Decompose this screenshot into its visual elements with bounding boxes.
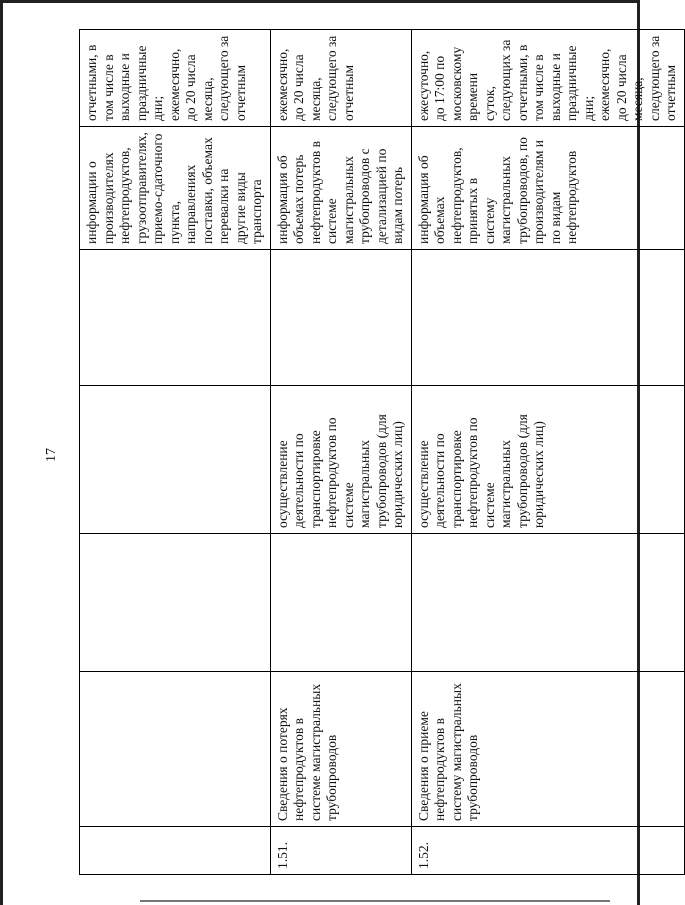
cell-info: информация об объемах потерь нефтепродуктов в системе магистральных трубопроводов с детализацией по видам потерь — [270, 127, 411, 250]
cell-blank — [411, 534, 684, 672]
table-row — [411, 30, 684, 875]
table-row — [80, 30, 271, 875]
cell-period: отчетными, в том числе в выходные и праздничные дни; ежемесячно, до 20 числа месяца, следующего за отчетным — [80, 30, 271, 127]
cell-num: 1.51. — [270, 827, 411, 875]
cell-blank — [270, 250, 411, 386]
table-row — [270, 30, 411, 875]
cell-info: информация об объемах нефтепродуктов, принятых в систему магистральных трубопроводов, по производителям и по видам нефтепродуктов — [411, 127, 684, 250]
cell-num — [80, 827, 271, 875]
cell-info: информации о производителях нефтепродуктов, грузоотправителях, приемо-сдаточного пункта, направлениях поставки, объемах перевалки на другие виды транспорта — [80, 127, 271, 250]
cell-period: ежемесячно, до 20 числа месяца, следующего за отчетным — [270, 30, 411, 127]
cell-period: ежесуточно, до 17:00 по московскому времени суток, следующих за отчетными, в том числе в выходные и праздничные дни; ежемесячно, до 20 числа месяца, следующего за отчетным — [411, 30, 684, 127]
cell-name — [80, 672, 271, 827]
document-table — [79, 29, 685, 875]
cell-name: Сведения о потерях нефтепродуктов в системе магистральных трубопроводов — [270, 672, 411, 827]
cell-blank — [80, 534, 271, 672]
cell-blank — [411, 250, 684, 386]
cell-num: 1.52. — [411, 827, 684, 875]
cell-name: Сведения о приеме нефтепродуктов в систему магистральных трубопроводов — [411, 672, 684, 827]
page-number: 17 — [44, 448, 59, 462]
cell-blank — [80, 250, 271, 386]
cell-blank — [270, 534, 411, 672]
cell-subjects — [80, 386, 271, 534]
cell-subjects: осуществление деятельности по транспортировке нефтепродуктов по системе магистральных трубопроводов (для юридических лиц) — [411, 386, 684, 534]
cell-subjects: осуществление деятельности по транспортировке нефтепродуктов по системе магистральных трубопроводов (для юридических лиц) — [270, 386, 411, 534]
